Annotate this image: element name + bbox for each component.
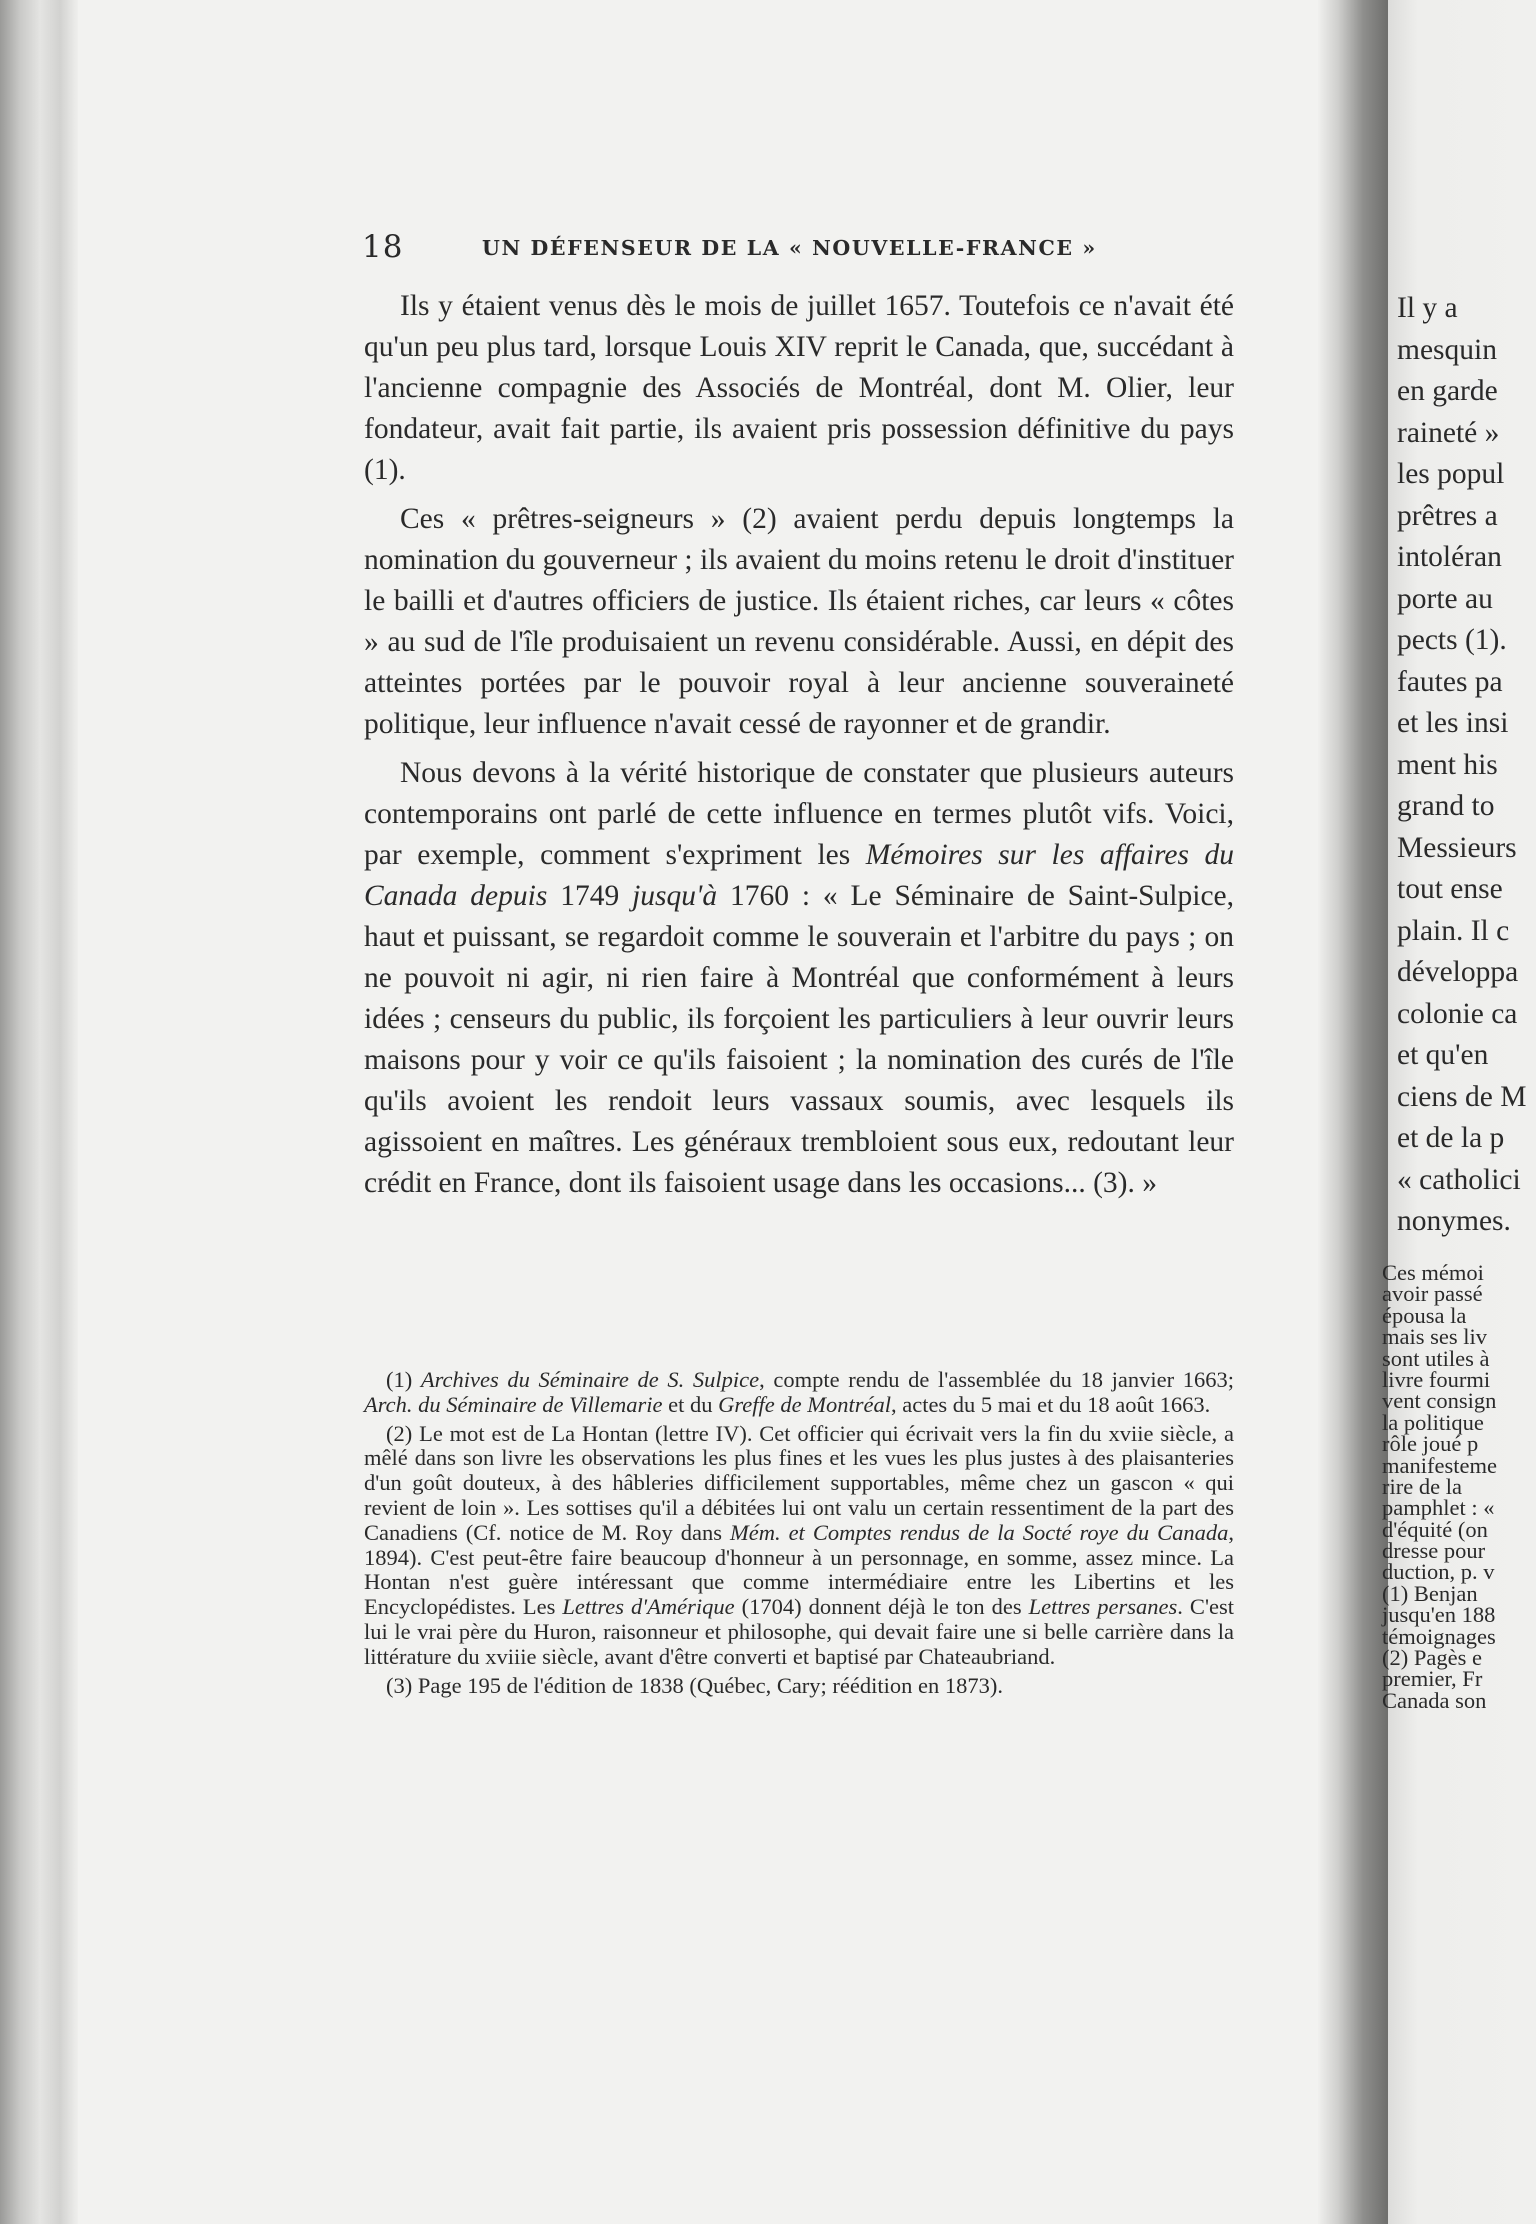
right-page-line: raineté » bbox=[1397, 416, 1500, 449]
footnote-1 bbox=[364, 1368, 1234, 1418]
footnote-2 bbox=[364, 1422, 1234, 1670]
running-head: UN DÉFENSEUR DE LA « NOUVELLE-FRANCE » bbox=[482, 236, 1097, 260]
right-page-note-line: la politique bbox=[1382, 1409, 1484, 1435]
italic-text: Lettres persanes bbox=[1028, 1594, 1178, 1620]
paragraph-2 bbox=[364, 499, 1234, 745]
right-page-note-line: jusqu'en 188 bbox=[1382, 1602, 1496, 1628]
right-page-line: les popul bbox=[1397, 458, 1505, 490]
right-page-note-line: manifesteme bbox=[1382, 1452, 1497, 1478]
right-page-note-line: mais ses liv bbox=[1382, 1324, 1487, 1350]
right-page-line: Messieurs bbox=[1397, 831, 1517, 864]
text-run: . C'est lui le vrai père du Huron, raisonneur et philosophe, qui devait faire une si belle carrière dans la littérature du xviiie siècle, avant d'être converti et baptisé par Chateaubriand. bbox=[364, 1594, 1234, 1669]
right-page-line: et qu'en bbox=[1397, 1039, 1489, 1071]
right-page-note-line: témoignages bbox=[1382, 1623, 1496, 1649]
right-page-line: et les insi bbox=[1397, 707, 1509, 739]
right-page-line: mesquin bbox=[1397, 333, 1497, 366]
text-run: Nous devons à la vérité historique de constater que plusieurs auteurs contemporains ont parlé de cette influence en termes plutôt vifs. Voici, par exemple, comment s'expriment les bbox=[364, 757, 1234, 871]
book-edge-left bbox=[0, 0, 78, 2224]
right-page-notes bbox=[1382, 1262, 1536, 1711]
right-page-note-line: dresse pour bbox=[1382, 1538, 1486, 1564]
italic-text: Mémoires sur les affaires du Canada depuis bbox=[364, 839, 1235, 912]
right-page-note-line: d'équité (on bbox=[1382, 1516, 1488, 1542]
book-gutter bbox=[1318, 0, 1388, 2224]
text-run: 1760 : « Le Séminaire de Saint-Sulpice, haut et puissant, se regardoit comme le souverain et l'arbitre du pays ; on ne pouvoit ni agir, ni rien faire à Montréal que conformément à leurs idées ; censeurs du public, ils forçoient les particuliers à leur ouvrir leurs maisons pour y voir ce qu'ils faisoient ; la nomination des curés de l'île qu'ils avoient les rendoit leurs vassaux soumis, avec lesquels ils agissoient en maîtres. Les généraux trembloient sous eux, redoutant leur crédit en France, dont ils faisoient usage dans les occasions... (3). » bbox=[364, 880, 1235, 1199]
text-run: (1) bbox=[386, 1367, 421, 1392]
right-page-line: porte au bbox=[1397, 582, 1493, 615]
text-run: , 1894). C'est peut-être faire beaucoup d'honneur à un personnage, en somme, assez mince. La Hontan n'est guère intéressant que comme intermédiaire entre les Libertins et les Encyclopédistes. Les bbox=[364, 1519, 1234, 1620]
right-page-line: nonymes. bbox=[1397, 1205, 1511, 1237]
right-page-text bbox=[1397, 288, 1536, 1243]
paragraph-1 bbox=[364, 286, 1234, 491]
text-run: (1704) donnent déjà le ton des bbox=[734, 1594, 1029, 1620]
right-page-note-line: rôle joué p bbox=[1382, 1431, 1479, 1457]
text-run: Ces « prêtres-seigneurs » (2) avaient perdu depuis longtemps la nomination du gouverneur ; ils avaient du moins retenu le droit d'instituer le bailli et d'autres officiers de justice. Ils étaient riches, car leurs « côtes » au sud de l'île produisaient un revenu considérable. Aussi, en dépit des atteintes portées par le pouvoir royal à leur ancienne souveraineté politique, leur influence n'avait cessé de rayonner et de grandir. bbox=[364, 503, 1234, 740]
right-page-note-line: sont utiles à bbox=[1382, 1345, 1490, 1371]
footnotes bbox=[364, 1368, 1234, 1702]
right-page-line: grand to bbox=[1397, 790, 1495, 822]
right-page-note-line: rire de la bbox=[1382, 1473, 1462, 1499]
right-page-note-line: (1) Benjan bbox=[1382, 1580, 1478, 1606]
right-page-line: ment his bbox=[1397, 748, 1498, 781]
right-page-line: pects (1). bbox=[1397, 624, 1507, 656]
page-number: 18 bbox=[362, 229, 404, 265]
right-page-note-line: Ces mémoi bbox=[1382, 1260, 1484, 1285]
right-page-note-line: duction, p. v bbox=[1382, 1559, 1495, 1585]
text-run: Ils y étaient venus dès le mois de juillet 1657. Toutefois ce n'avait été qu'un peu plus tard, lorsque Louis XIV reprit le Canada, que, succédant à l'ancienne compagnie des Associés de Montréal, dont M. Olier, leur fondateur, avait fait partie, ils avaient pris possession définitive du pays (1). bbox=[364, 290, 1234, 486]
right-page-line: Il y a bbox=[1397, 292, 1458, 324]
right-page-note-line: épousa la bbox=[1382, 1302, 1467, 1328]
right-page-line: fautes pa bbox=[1397, 665, 1503, 698]
italic-text: Mém. et Comptes rendus de la Socté roye du Canada bbox=[729, 1519, 1229, 1545]
right-page-note-line: pamphlet : « bbox=[1382, 1495, 1495, 1521]
right-page-note-line: vent consign bbox=[1382, 1388, 1497, 1414]
right-page-line: en garde bbox=[1397, 375, 1498, 407]
text-run: (2) Le mot est de La Hontan (lettre IV). Cet officier qui écrivait vers la fin du xviie siècle, a mêlé dans son livre les observations les plus fines et les vues les plus justes à des plaisanteries d'un goût douteux, à des hâbleries difficilement supportables, même chez un gascon « qui revient de loin ». Les sottises qu'il a débitées lui ont valu un certain ressentiment de la part des Canadiens (Cf. notice de M. Roy dans bbox=[364, 1420, 1234, 1545]
text-run: 1749 bbox=[547, 880, 633, 912]
italic-text: jusqu'à bbox=[632, 880, 718, 912]
right-page-line: « catholici bbox=[1397, 1163, 1521, 1196]
right-page-line: développa bbox=[1397, 956, 1519, 988]
paragraph-3 bbox=[364, 753, 1234, 1204]
right-page-line: plain. Il c bbox=[1397, 914, 1510, 947]
right-page-line: tout ense bbox=[1397, 873, 1503, 905]
right-page-note-line: avoir passé bbox=[1382, 1281, 1483, 1307]
right-page-line: prêtres a bbox=[1397, 499, 1498, 532]
right-page-line: intoléran bbox=[1397, 541, 1502, 573]
right-page-note-line: livre fourmi bbox=[1382, 1366, 1491, 1392]
text-run: , actes du 5 mai et du 18 août 1663. bbox=[890, 1391, 1211, 1417]
right-page-note-line: (2) Pagès e bbox=[1382, 1645, 1482, 1671]
italic-text: Archives du Séminaire de S. Sulpice bbox=[420, 1367, 760, 1392]
italic-text: Lettres d'Amérique bbox=[562, 1594, 735, 1620]
text-run: , compte rendu de l'assemblée du 18 janvier 1663; bbox=[759, 1367, 1234, 1392]
right-page-line: ciens de M bbox=[1397, 1080, 1527, 1113]
italic-text: Arch. du Séminaire de Villemarie bbox=[364, 1391, 663, 1417]
text-run: et du bbox=[662, 1391, 719, 1417]
right-page-line: et de la p bbox=[1397, 1122, 1505, 1154]
right-page-line: colonie ca bbox=[1397, 997, 1518, 1030]
main-text bbox=[364, 286, 1234, 1204]
footnote-3 bbox=[364, 1674, 1234, 1699]
text-run: (3) Page 195 de l'édition de 1838 (Québec, Cary; réédition en 1873). bbox=[386, 1672, 1004, 1698]
right-page-note-line: premier, Fr bbox=[1382, 1666, 1483, 1692]
italic-text: Greffe de Montréal bbox=[718, 1391, 891, 1417]
right-page-note-line: Canada son bbox=[1382, 1687, 1487, 1713]
